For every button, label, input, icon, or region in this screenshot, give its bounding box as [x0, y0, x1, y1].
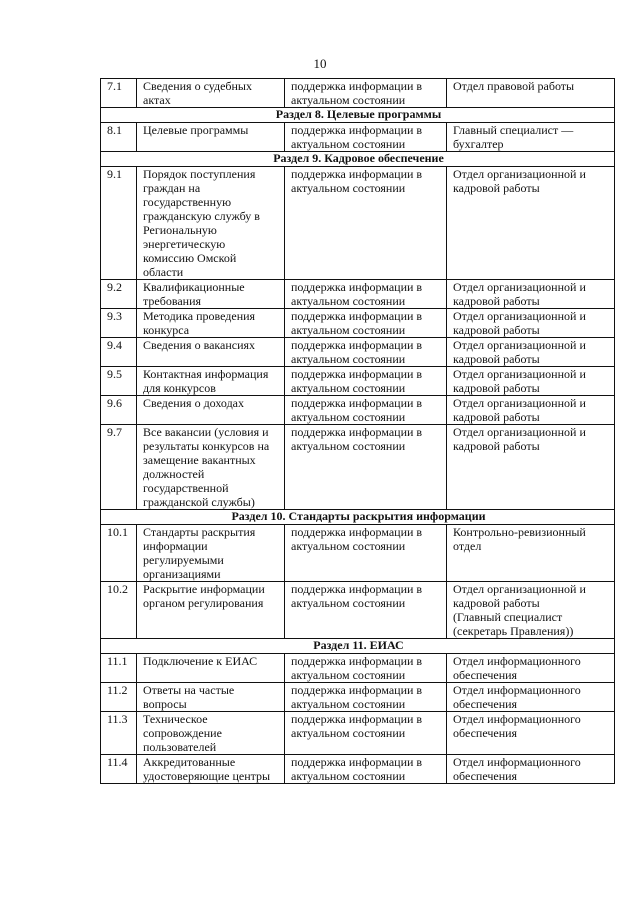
responsible-cell: Отдел информационного обеспечения [447, 755, 615, 784]
action-cell: поддержка информации в актуальном состоянии [285, 654, 447, 683]
document-table [100, 78, 615, 784]
responsible-cell: Отдел организационной и кадровой работы [447, 338, 615, 367]
table-row [101, 167, 615, 280]
table-row [101, 525, 615, 582]
section-header-row [101, 639, 615, 654]
responsible-cell: Отдел организационной и кадровой работы [447, 280, 615, 309]
responsible-cell: Отдел информационного обеспечения [447, 654, 615, 683]
table-row [101, 338, 615, 367]
responsible-cell: Отдел организационной и кадровой работы [447, 309, 615, 338]
responsible-cell: Отдел информационного обеспечения [447, 683, 615, 712]
item-name-cell: Техническое сопровождение пользователей [137, 712, 285, 755]
item-name-cell: Стандарты раскрытия информации регулируемыми организациями [137, 525, 285, 582]
table-row [101, 79, 615, 108]
responsible-cell: Отдел организационной и кадровой работы (Главный специалист (секретарь Правления)) [447, 582, 615, 639]
responsible-cell: Контрольно-ревизионный отдел [447, 525, 615, 582]
responsible-cell: Отдел информационного обеспечения [447, 712, 615, 755]
row-number-cell: 9.6 [101, 396, 137, 425]
table-row [101, 425, 615, 510]
item-name-cell: Сведения о вакансиях [137, 338, 285, 367]
responsible-cell: Отдел организационной и кадровой работы [447, 396, 615, 425]
item-name-cell: Квалификационные требования [137, 280, 285, 309]
section-title: Раздел 8. Целевые программы [101, 108, 615, 123]
action-cell: поддержка информации в актуальном состоянии [285, 280, 447, 309]
item-name-cell: Ответы на частые вопросы [137, 683, 285, 712]
item-name-cell: Порядок поступления граждан на государственную гражданскую службу в Региональную энергетическую комиссию Омской области [137, 167, 285, 280]
row-number-cell: 8.1 [101, 123, 137, 152]
row-number-cell: 11.1 [101, 654, 137, 683]
action-cell: поддержка информации в актуальном состоянии [285, 525, 447, 582]
item-name-cell: Подключение к ЕИАС [137, 654, 285, 683]
table-row [101, 654, 615, 683]
responsible-cell: Отдел правовой работы [447, 79, 615, 108]
action-cell: поддержка информации в актуальном состоянии [285, 79, 447, 108]
item-name-cell: Сведения о судебных актах [137, 79, 285, 108]
row-number-cell: 9.2 [101, 280, 137, 309]
document-table-body [101, 79, 615, 784]
action-cell: поддержка информации в актуальном состоянии [285, 309, 447, 338]
action-cell: поддержка информации в актуальном состоянии [285, 425, 447, 510]
table-row [101, 755, 615, 784]
action-cell: поддержка информации в актуальном состоянии [285, 582, 447, 639]
section-title: Раздел 11. ЕИАС [101, 639, 615, 654]
row-number-cell: 9.1 [101, 167, 137, 280]
row-number-cell: 10.1 [101, 525, 137, 582]
row-number-cell: 9.3 [101, 309, 137, 338]
action-cell: поддержка информации в актуальном состоянии [285, 712, 447, 755]
section-header-row [101, 108, 615, 123]
table-row [101, 123, 615, 152]
responsible-cell: Отдел организационной и кадровой работы [447, 367, 615, 396]
table-row [101, 582, 615, 639]
row-number-cell: 11.4 [101, 755, 137, 784]
row-number-cell: 11.2 [101, 683, 137, 712]
section-header-row [101, 152, 615, 167]
action-cell: поддержка информации в актуальном состоянии [285, 683, 447, 712]
table-row [101, 309, 615, 338]
item-name-cell: Контактная информация для конкурсов [137, 367, 285, 396]
item-name-cell: Аккредитованные удостоверяющие центры [137, 755, 285, 784]
item-name-cell: Все вакансии (условия и результаты конкурсов на замещение вакантных должностей государственной гражданской службы) [137, 425, 285, 510]
table-row [101, 280, 615, 309]
page-number: 10 [313, 56, 327, 71]
action-cell: поддержка информации в актуальном состоянии [285, 367, 447, 396]
action-cell: поддержка информации в актуальном состоянии [285, 338, 447, 367]
row-number-cell: 9.7 [101, 425, 137, 510]
row-number-cell: 7.1 [101, 79, 137, 108]
section-header-row [101, 510, 615, 525]
item-name-cell: Целевые программы [137, 123, 285, 152]
table-row [101, 683, 615, 712]
action-cell: поддержка информации в актуальном состоянии [285, 755, 447, 784]
row-number-cell: 9.5 [101, 367, 137, 396]
section-title: Раздел 9. Кадровое обеспечение [101, 152, 615, 167]
action-cell: поддержка информации в актуальном состоянии [285, 167, 447, 280]
responsible-cell: Отдел организационной и кадровой работы [447, 425, 615, 510]
table-row [101, 367, 615, 396]
table-row [101, 396, 615, 425]
action-cell: поддержка информации в актуальном состоянии [285, 396, 447, 425]
item-name-cell: Раскрытие информации органом регулирования [137, 582, 285, 639]
responsible-cell: Отдел организационной и кадровой работы [447, 167, 615, 280]
item-name-cell: Методика проведения конкурса [137, 309, 285, 338]
section-title: Раздел 10. Стандарты раскрытия информации [101, 510, 615, 525]
table-row [101, 712, 615, 755]
item-name-cell: Сведения о доходах [137, 396, 285, 425]
responsible-cell: Главный специалист — бухгалтер [447, 123, 615, 152]
action-cell: поддержка информации в актуальном состоянии [285, 123, 447, 152]
row-number-cell: 10.2 [101, 582, 137, 639]
row-number-cell: 11.3 [101, 712, 137, 755]
row-number-cell: 9.4 [101, 338, 137, 367]
